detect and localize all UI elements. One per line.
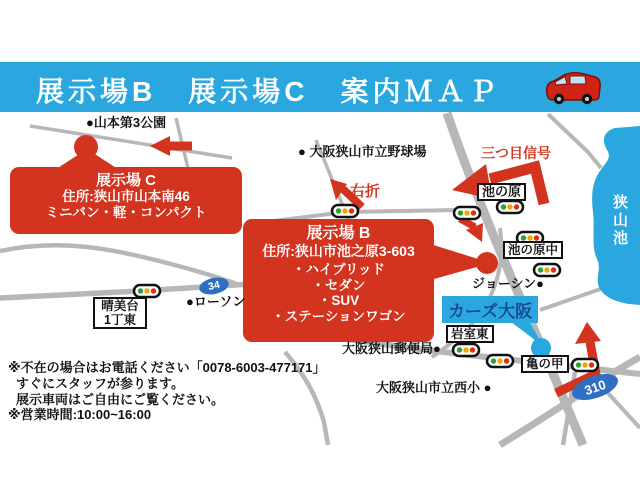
title-bar [0,62,640,112]
contact-notes [8,360,326,423]
route-310-badge: 310 [569,369,622,405]
site-b-marker [476,252,498,274]
callout-site-c [10,167,242,234]
site-b-vehicle: ・ステーションワゴン [271,308,406,324]
label-joshin: ジョーシン● [472,276,545,291]
site-b-title: 展示場 B [306,225,371,242]
note-phone: ※不在の場合はお電話ください「0078-6003-477171」 [8,360,326,375]
callout-site-b [243,219,434,342]
box-harumidai-line1: 晴美台 [101,299,139,313]
site-b-vehicle: ・SUV [317,293,360,308]
note-hours: ※営業時間:10:00~16:00 [8,407,152,423]
site-c-address: 住所:狭山市山本南46 [62,189,190,204]
label-turn-right: 右折 [350,183,381,200]
road [548,114,601,168]
box-harumidai [93,297,147,329]
label-sayama-lake: 狭山池 [611,194,628,248]
box-iwamuro-higashi: 岩室東 [446,325,494,343]
site-b-vehicle: ・ハイブリッド [291,262,385,277]
traffic-light-icon [332,205,358,217]
cars-osaka-label: カーズ大阪 [442,296,538,323]
traffic-light-icon [534,264,560,276]
box-harumidai-line2: 1丁東 [104,313,136,327]
page-title: 展示場B 展示場C 案内ＭＡＰ [36,76,501,107]
note-free-view: 展示車両はご自由にご覧ください。 [16,391,225,407]
box-ikenohara: 池の原 [477,183,526,201]
road [0,245,237,284]
label-yamamoto-park: ●山本第3公園 [86,115,167,130]
site-b-address: 住所:狭山市池之原3-603 [262,243,415,259]
traffic-light-icon [487,355,513,367]
label-lawson: ●ローソン [186,294,246,309]
red-minivan-icon [542,70,602,106]
label-third-signal: 三つ目信号 [481,145,551,161]
box-kamenoko: 亀の甲 [521,355,569,373]
site-b-vehicle: ・セダン [311,277,366,293]
label-baseball-stadium: ● 大阪狭山市立野球場 [298,144,427,159]
traffic-light-icon [497,201,523,213]
label-post-office: 大阪狭山郵便局● [342,341,441,356]
site-c-title: 展示場 C [95,172,156,189]
label-nishi-elementary: 大阪狭山市立西小 ● [376,380,492,395]
traffic-light-icon [453,344,479,356]
note-staff: すぐにスタッフが参ります。 [16,375,184,391]
route-34-badge: 34 [198,275,231,297]
road [30,126,232,158]
traffic-light-icon [572,359,598,371]
traffic-light-icon [454,207,480,219]
site-c-marker [74,135,98,159]
traffic-light-icon [134,285,160,297]
site-c-vehicles: ミニバン・軽・コンパクト [45,205,207,220]
box-ikenohara-naka: 池の原中 [503,241,563,259]
